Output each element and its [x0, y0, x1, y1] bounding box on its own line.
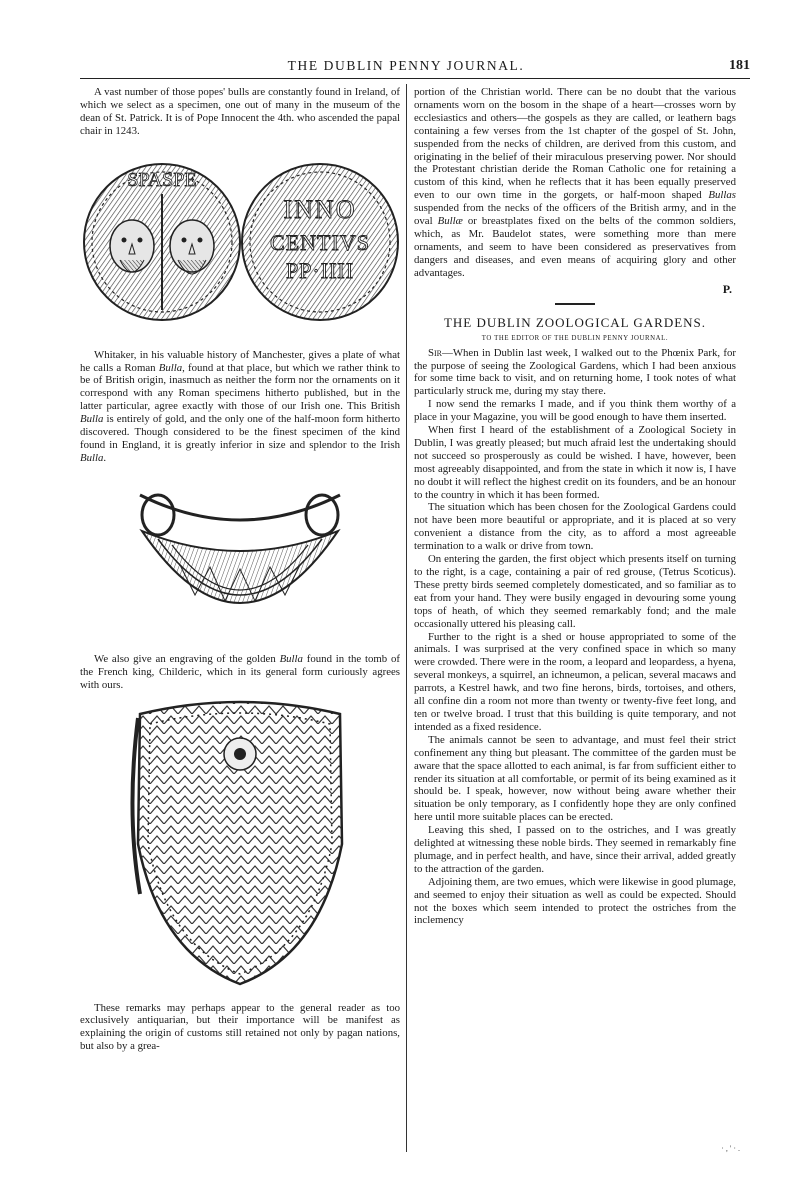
whitaker-text-1: Whitaker, in his valuable history of Manchester, gives a plate of what he calls a Roman [80, 348, 400, 374]
left-column [80, 86, 400, 1053]
article-signature: P. [722, 281, 732, 296]
zoo-paragraph-6: Further to the right is a shed or house appropriated to some of the animals. I was surprised at the very confined space in which so many were crowded. There were in the room, a leopard and leopardess, a hyena, several monkeys, a squirrel, an ichneumon, a pelican, several macaws and parrots, a Kestrel hawk, and two fine herons, birds, tortoises, and others, all confine din a room not more than twenty or twenty-five feet long, and ten or twelve broad. I trust that this building is quite temporary, and not intended as a fixed residence. [414, 630, 736, 733]
zoo-paragraph-3: When first I heard of the establishment of a Zoological Society in Dublin, I was greatly pleased; but much afraid lest the undertaking should not succeed so prosperously as could be wished. I have, however, been most agreeably disappointed, and from the state in which it now is, I have no doubt it will reflect the highest credit on its founders, and be an honour to the country in which it has been formed. [414, 424, 736, 501]
continuation-paragraph [414, 86, 736, 280]
zoo-paragraph-2: I now send the remarks I made, and if you think them worthy of a place in your Magazine, you will be good enough to have them inserted. [414, 398, 736, 424]
zoo-paragraph-5: On entering the garden, the first object which presents itself on turning to the right, is a cage, containing a pair of red grouse, (Tetrus Scoticus). These pretty birds seemed completely domesticated, and so familiar as to eat from your hand. They were busily engaged in devouring some young tops of heath, of which they seemed remarkably fond; and the male occasionally uttered his pleasing call. [414, 553, 736, 630]
coin-right-line-1: INNO [283, 194, 357, 224]
childeric-bulla-illustration [80, 694, 400, 994]
continuation-italic-2: Bullæ [437, 215, 463, 228]
coin-obverse [84, 164, 240, 320]
zoo-paragraph-1 [414, 347, 736, 399]
section-rule [555, 303, 595, 305]
coin-reverse [242, 164, 398, 320]
zoo-text-1: —When in Dublin last week, I walked out to the Phœnix Park, for the purpose of seeing the Zoological Gardens, which I had been anxious for some time back to visit, and on returning home, I took notes of what particularly struck me, during my stay there. [414, 346, 736, 398]
face-left [110, 220, 154, 272]
column-divider [406, 84, 407, 1152]
half-moon-bulla-illustration [80, 475, 400, 643]
running-header: THE DUBLIN PENNY JOURNAL. [287, 58, 525, 73]
right-column [414, 86, 736, 927]
continuation-text-1: portion of the Christian world. There can be no doubt that the various ornaments worn on the bosom in the shape of a heart—crosses worn by ecclesiastics and others—the gospels as they are called, or leathern bags containing a few verses from the 1st chapter of the gospel of St. John, suspended from the necks of children, are derived from this custom, and originating in the belief of their miraculous preserving power. Nor should the Protestant christian deride the Roman Catholic one for retaining a custom of this kind, when he reflects that it has been equally preserved even to our own time in the gorgets, or half-moon shaped [414, 86, 736, 202]
coin-right-line-2: CENTIVS [270, 229, 370, 255]
zoo-paragraph-4: The situation which has been chosen for the Zoological Gardens could not have been more beautiful or appropriate, and it is placed at so very convenient a distance from the city, as to afford a most agreeable termination to a walk or drive from town. [414, 501, 736, 553]
closing-paragraph: These remarks may perhaps appear to the general reader as too exclusively antiquarian, but their importance will be manifest as explaining the origin of customs still retained not only by pagan nations, but also by a grea- [80, 1001, 400, 1053]
whitaker-paragraph [80, 349, 400, 465]
whitaker-italic-1: Bulla [158, 361, 183, 374]
intro-paragraph: A vast number of those popes' bulls are constantly found in Ireland, of which we select as a specimen, one out of many in the museum of the dean of St. Patrick. It is of Pope Innocent the 4th. who ascended the papal chair in 1243. [80, 86, 400, 137]
zoo-paragraph-8: Leaving this shed, I passed on to the ostriches, and I was greatly delighted at witnessing these noble birds. They seemed in remarkably fine plumage, and in perfect health, and have, since their arrival, added greatly to the attraction of the garden. [414, 824, 736, 875]
engraving-paragraph [80, 653, 400, 692]
zoo-paragraph-9: Adjoining them, are two emues, which were likewise in good plumage, and seemed to enjoy their situation as well as could be expected. Should not the boxes which seem intended to protect the ostriches from the inclemency [414, 875, 736, 927]
engraving-text-2: found in the tomb of the French king, Childeric, which in its general form curiously agrees with ours. [80, 652, 401, 691]
whitaker-text-3: is entirely of gold, and the only one of the half-moon form hitherto discovered. Though considered to be the finest specimen of the kind found in England, it is greatly inferior in size and splendor to the Irish [80, 413, 400, 451]
salutation: Sir [428, 346, 443, 359]
continuation-italic-1: Bullas [708, 189, 736, 202]
bulla-rosette [224, 738, 256, 770]
whitaker-text-4: . [103, 451, 107, 464]
coin-left-inscription: SPASPE [127, 168, 197, 191]
whitaker-italic-2: Bulla [80, 413, 104, 426]
coin-right-line-3: PP·IIII [285, 257, 355, 283]
whitaker-italic-3: Bulla [80, 451, 104, 464]
dedication-line: TO THE EDITOR OF THE DUBLIN PENNY JOURNAL. [481, 334, 669, 342]
whitaker-text-2: , found at that place, but which we rather think to be of British origin, inasmuch as neither the form nor the ornaments on it correspond with any Roman specimens hitherto published, but in the latter particular, agree exactly with those of our Irish one. This British [80, 361, 400, 413]
page-number: 181 [729, 58, 750, 73]
continuation-text-3: or breastplates fixed on the belts of the common soldiers, which, as Mr. Baudelot states, were something more than mere ornaments, and seem to have been considered as preservatives from dangers and diseases, and even means of acquiring glory and other advantages. [414, 215, 736, 279]
engraving-text-1: We also give an engraving of the golden [94, 652, 280, 665]
papal-bull-coins-illustration [80, 142, 400, 337]
header-rule [80, 78, 750, 79]
zoo-paragraph-7: The animals cannot be seen to advantage, and must feel their strict confinement any thing but pleasant. The committee of the garden must be aware that the space allotted to each animal, is far from sufficient either to render its situation at all comfortable, or permit of its being examined as it should be. I speak, however, now without being aware whether their situation be only temporary, as I confidently hope they are only confined here until more suitable places can be erected. [414, 733, 736, 824]
engraving-italic: Bulla [279, 652, 303, 665]
section-title: THE DUBLIN ZOOLOGICAL GARDENS. [443, 314, 707, 330]
footer-mark: ·,'·. [721, 1144, 742, 1153]
continuation-text-2: suspended from the necks of the officers of the British army, and in the oval [414, 202, 736, 228]
